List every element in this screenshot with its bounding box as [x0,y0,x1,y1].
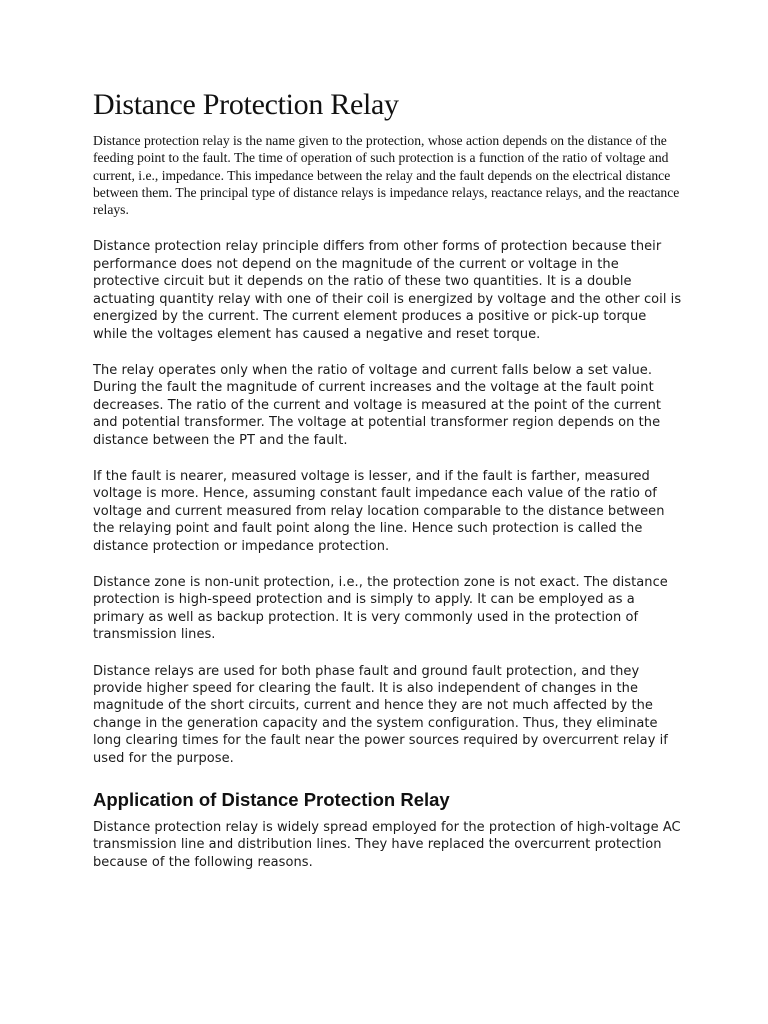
body-paragraph-distance-zone: Distance zone is non-unit protection, i.e., the protection zone is not exact. The distance protection is high-speed protection and is simply to apply. It can be employed as a primary as well as backup protection. It is very commonly used in the protection of transmission lines. [93,574,668,643]
intro-paragraph: Distance protection relay is the name given to the protection, whose action depends on the distance of the feeding point to the fault. The time of operation of such protection is a function of the ratio of voltage and current, i.e., impedance. This impedance between the relay and the fault depends on the electrical distance between them. The principal type of distance relays is impedance relays, reactance relays, and the reactance relays. [93,133,680,218]
body-paragraph-fault-distance: If the fault is nearer, measured voltage is lesser, and if the fault is farther, measured voltage is more. Hence, assuming constant fault impedance each value of the ratio of voltage and current measured from relay location comparable to the distance between the relaying point and fault point along the line. Hence such protection is called the distance protection or impedance protection. [93,468,665,554]
page-title: Distance Protection Relay [93,88,399,121]
section-heading-application: Application of Distance Protection Relay [93,789,450,811]
body-paragraph-operation: The relay operates only when the ratio of voltage and current falls below a set value. During the fault the magnitude of current increases and the voltage at the fault point decreases. The ratio of the current and voltage is measured at the point of the current and potential transformer. The voltage at potential transformer region depends on the distance between the PT and the fault. [93,362,662,448]
document-page [93,88,683,890]
application-paragraph: Distance protection relay is widely spread employed for the protection of high-voltage AC transmission line and distribution lines. They have replaced the overcurrent protection because of the following reasons. [93,820,681,870]
body-paragraph-phase-ground: Distance relays are used for both phase fault and ground fault protection, and they provide higher speed for clearing the fault. It is also independent of changes in the magnitude of the short circuits, current and hence they are not much affected by the change in the generation capacity and the system configuration. Thus, they eliminate long clearing times for the fault near the power sources required by overcurrent relay if used for the purpose. [93,663,668,766]
body-paragraph-principle: Distance protection relay principle differs from other forms of protection because their performance does not depend on the magnitude of the current or voltage in the protective circuit but it depends on the ratio of these two quantities. It is a double actuating quantity relay with one of their coil is energized by voltage and the other coil is energized by the current. The current element produces a positive or pick-up torque while the voltages element has caused a negative and reset torque. [93,239,682,342]
